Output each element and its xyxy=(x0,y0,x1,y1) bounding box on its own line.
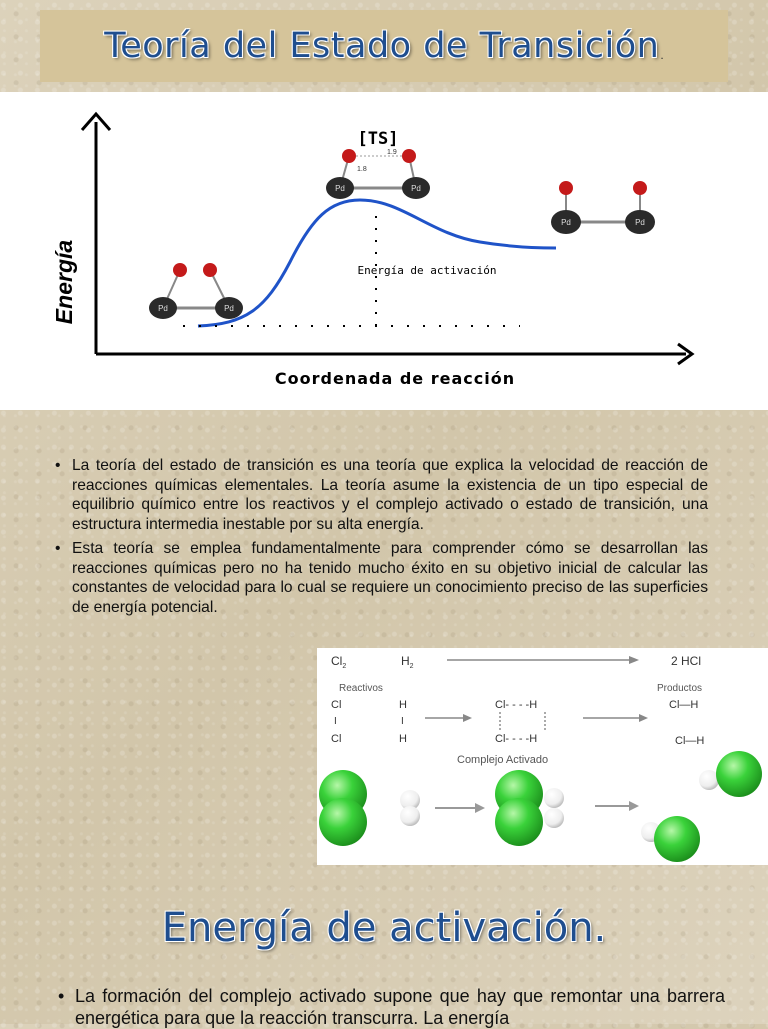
energy-diagram xyxy=(0,92,768,410)
hydrogen-atom xyxy=(699,770,719,790)
complex-bond: Cl- - - -H xyxy=(495,699,538,711)
reactant-molecule xyxy=(149,263,243,319)
molecule-models xyxy=(319,751,762,862)
product-bond: Cl—H xyxy=(675,735,705,747)
reaction-scheme xyxy=(317,648,768,865)
cl-atom-label: Cl xyxy=(331,699,342,711)
bond-symbol: I xyxy=(334,716,337,727)
chlorine-atom xyxy=(716,751,762,797)
bond-length-label: 1.9 xyxy=(387,149,397,156)
arrow-3d-head xyxy=(629,801,639,811)
hydrogen-atom xyxy=(400,806,420,826)
atom-label: Pd xyxy=(158,304,168,313)
chlorine-atom xyxy=(495,798,543,846)
chlorine-atom xyxy=(654,816,700,862)
title-suffix: . xyxy=(660,48,664,62)
atom-label: Pd xyxy=(224,304,234,313)
activation-label: Energía de activación xyxy=(357,264,497,277)
arrow-3d-head xyxy=(475,803,485,813)
oxygen-atom xyxy=(342,149,356,163)
reaction-arrow-head xyxy=(629,656,639,664)
product-molecule xyxy=(551,181,655,234)
products-label: Productos xyxy=(657,683,703,694)
product-bond: Cl—H xyxy=(669,699,699,711)
reactants-label: Reactivos xyxy=(339,683,383,694)
hydrogen-atom xyxy=(544,788,564,808)
complex-label: Complejo Activado xyxy=(457,754,549,766)
atom-label: Pd xyxy=(411,184,421,193)
bullet-item: • La teoría del estado de transición es una teoría que explica la velocidad de reacción de reacciones químicas elementales. La teoría asume la existencia de un tipo especial de equilibrio químico entre los reactivos y el complejo activado o estado de transición, una estructura intermedia inestable por su alta energía. xyxy=(55,456,708,534)
x-axis-label: Coordenada de reacción xyxy=(274,369,516,388)
title-bar xyxy=(40,10,728,82)
y-axis-label: Energía xyxy=(51,239,77,325)
hydrogen-atom xyxy=(544,808,564,828)
bullet-list xyxy=(55,456,708,622)
bullet-item: • Esta teoría se emplea fundamentalmente para comprender cómo se desarrollan las reacciones químicas pero no ha tenido mucho éxito en su objetivo inicial de calcular las constantes de velocidad para lo cual se requiere un conocimiento preciso de las superficies de energía potencial. xyxy=(55,539,708,617)
complex-bond: Cl- - - -H xyxy=(495,733,538,745)
reactant-h2: $H_2$ xyxy=(401,654,414,670)
slide-title: Teoría del Estado de Transición xyxy=(104,26,660,66)
section-title: Energía de activación. xyxy=(161,905,607,951)
atom-label: Pd xyxy=(635,218,645,227)
bond-symbol: I xyxy=(401,716,404,727)
cl-atom-label: Cl xyxy=(331,733,342,745)
oxygen-atom xyxy=(203,263,217,277)
h-atom-label: H xyxy=(399,699,407,711)
ts-label: [TS] xyxy=(357,129,399,149)
energy-curve xyxy=(198,200,556,326)
atom-label: Pd xyxy=(335,184,345,193)
reaction-scheme-svg xyxy=(317,648,768,865)
h-atom-label: H xyxy=(399,733,407,745)
oxygen-atom xyxy=(633,181,647,195)
bond-length-label: 1.8 xyxy=(357,166,367,173)
arrow-to-products-head xyxy=(639,714,648,722)
oxygen-atom xyxy=(173,263,187,277)
oxygen-atom xyxy=(402,149,416,163)
arrow-to-complex-head xyxy=(463,714,472,722)
energy-diagram-svg xyxy=(0,92,768,410)
reactant-cl2: $Cl_2$ xyxy=(331,654,347,670)
chlorine-atom xyxy=(319,798,367,846)
section-text: • La formación del complejo activado supone que hay que remontar una barrera energética para que la reacción transcurra. La energía xyxy=(58,985,725,1029)
product-hcl: 2 HCl xyxy=(671,654,702,668)
atom-label: Pd xyxy=(561,218,571,227)
ts-molecule xyxy=(326,149,430,199)
oxygen-atom xyxy=(559,181,573,195)
